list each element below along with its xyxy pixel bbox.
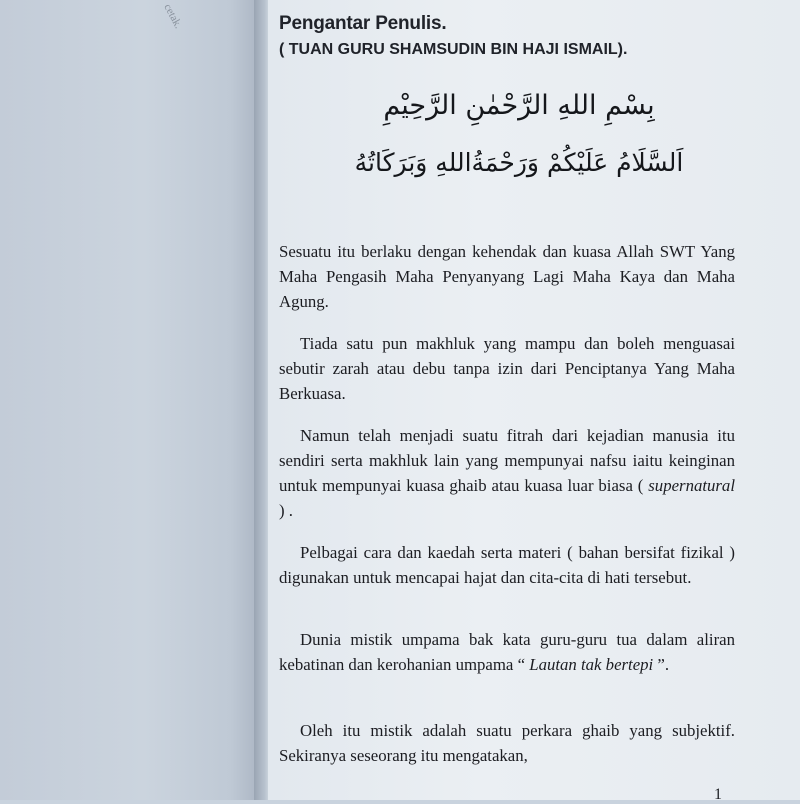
paragraph-2: Tiada satu pun makhluk yang mampu dan boleh menguasai sebutir zarah atau debu tanpa izin dari Penciptanya Yang Maha Berkuasa. <box>279 334 735 403</box>
salam-greeting: اَلسَّلَامُ عَلَيْكُمْ وَرَحْمَةُاللهِ وَبَرَكَاتُهُ <box>354 148 684 177</box>
left-page <box>0 0 262 800</box>
page-number: 1 <box>714 786 722 803</box>
page-title: Pengantar Penulis. <box>279 13 447 34</box>
italic-supernatural: supernatural <box>648 476 735 495</box>
paragraph-4: Pelbagai cara dan kaedah serta materi ( bahan bersifat fizikal ) digunakan untuk mencapai hajat dan cita-cita di hati tersebut. <box>279 543 735 587</box>
italic-lautan: Lautan tak bertepi <box>529 655 654 674</box>
paragraph-3: Namun telah menjadi suatu fitrah dari kejadian manusia itu sendiri serta makhluk lain yang mempunyai nafsu iaitu keinginan untuk mempunyai kuasa ghaib atau kuasa luar biasa ( supernatural ) . <box>279 426 735 520</box>
bleed-through-text: cetak. <box>161 2 185 31</box>
paragraph-5: Dunia mistik umpama bak kata guru-guru tua dalam aliran kebatinan dan kerohanian umpama “ Lautan tak bertepi ”. <box>279 630 735 674</box>
paragraph-6: Oleh itu mistik adalah suatu perkara ghaib yang subjektif. Sekiranya seseorang itu mengatakan, <box>279 721 735 765</box>
paragraph-1: Sesuatu itu berlaku dengan kehendak dan kuasa Allah SWT Yang Maha Pengasih Maha Penyanyang Lagi Maha Kaya dan Maha Agung. <box>279 242 735 311</box>
author-line: ( TUAN GURU SHAMSUDIN BIN HAJI ISMAIL). <box>279 41 628 58</box>
basmalah: بِسْمِ اللهِ الرَّحْمٰنِ الرَّحِيْمِ <box>383 90 655 121</box>
